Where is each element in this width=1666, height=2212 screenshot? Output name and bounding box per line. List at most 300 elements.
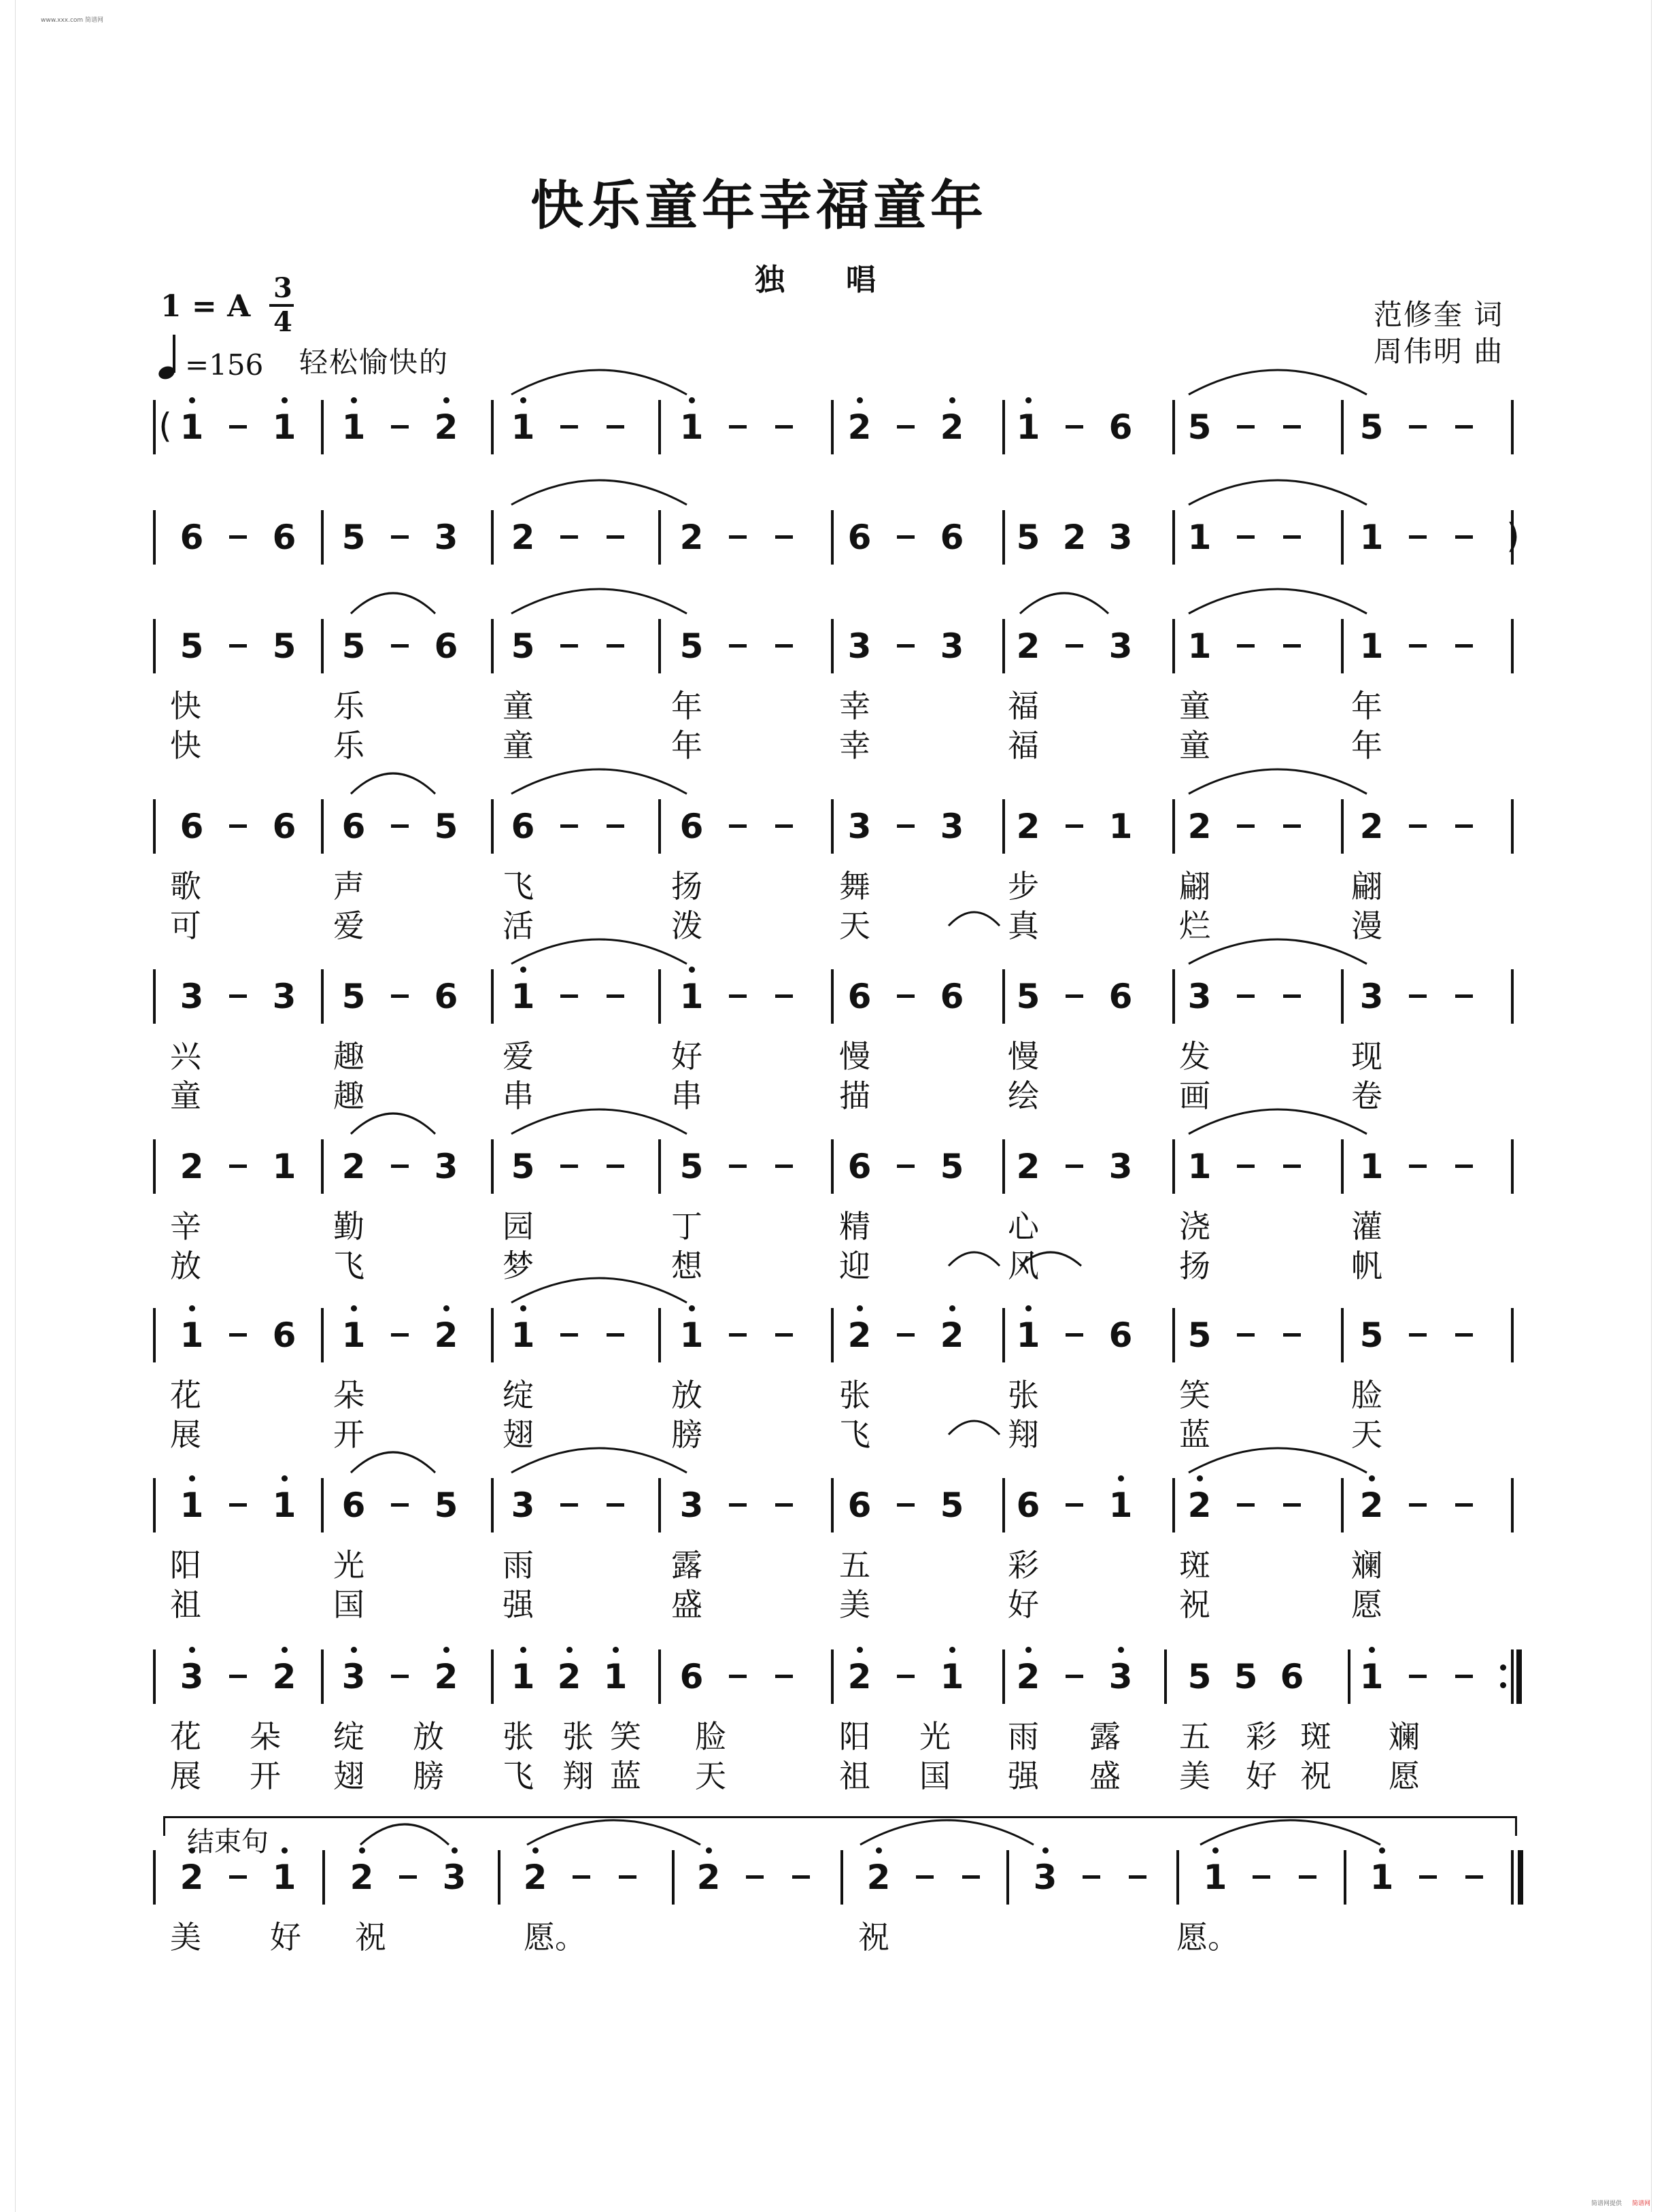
lyric-syllable: 趣	[333, 1077, 364, 1114]
note: 3	[1187, 977, 1212, 1016]
lyric-slur-mark	[1020, 1252, 1081, 1266]
note: 1	[1108, 1486, 1133, 1525]
note: 1	[603, 1657, 628, 1696]
note: 6	[940, 977, 964, 1016]
note: 1	[272, 1486, 296, 1525]
tie-mark	[1189, 370, 1367, 395]
slur-mark	[360, 1824, 449, 1845]
lyricist-credit: 范修奎 词	[1374, 298, 1504, 331]
note: 5	[341, 626, 366, 666]
lyric-syllable: 好	[671, 1038, 702, 1075]
note: 5	[679, 626, 704, 666]
note: 2	[940, 407, 964, 447]
tie-mark	[1189, 1448, 1367, 1473]
lyric-syllable: 放	[413, 1718, 444, 1755]
lyric-syllable: 彩	[1008, 1547, 1039, 1583]
lyric-syllable: 天	[839, 907, 870, 944]
note: 1	[679, 407, 704, 447]
note: 1	[1359, 1657, 1384, 1696]
note: 6	[847, 518, 872, 557]
tie-mark	[1189, 939, 1367, 964]
note: 3	[272, 977, 296, 1016]
lyric-syllable: 斓	[1389, 1718, 1420, 1755]
tie-mark	[511, 939, 687, 964]
note: 6	[341, 807, 366, 846]
lyric-syllable: 梦	[503, 1247, 534, 1284]
lyric-syllable: 祝	[1179, 1586, 1210, 1623]
note: 2	[696, 1858, 721, 1897]
lyric-syllable: 舞	[839, 868, 870, 905]
lyric-syllable: 张	[562, 1718, 594, 1755]
lyric-syllable: 慢	[839, 1038, 870, 1075]
expression-marking: 轻松愉快的	[299, 346, 449, 379]
note: 1	[1370, 1858, 1394, 1897]
lyric-syllable: 发	[1179, 1038, 1210, 1075]
note: 5	[511, 1147, 535, 1186]
note: 5	[1187, 407, 1212, 447]
note: 2	[1359, 1486, 1384, 1525]
slur-mark	[351, 593, 435, 614]
lyric-syllable: 蓝	[610, 1758, 641, 1794]
note: 1	[180, 1486, 204, 1525]
note: 2	[557, 1657, 581, 1696]
note: 6	[511, 807, 535, 846]
note: 5	[1187, 1316, 1212, 1355]
lyric-syllable: 展	[170, 1758, 201, 1794]
lyric-slur-mark	[949, 912, 1000, 926]
composer-credit: 周伟明 曲	[1374, 335, 1504, 368]
note: 5	[1187, 1657, 1212, 1696]
note: 3	[847, 807, 872, 846]
lyric-syllable: 蓝	[1179, 1416, 1210, 1453]
tie-mark	[511, 769, 687, 794]
note: 2	[341, 1147, 366, 1186]
lyric-syllable: 雨	[503, 1547, 534, 1583]
note: 6	[272, 807, 296, 846]
note: 3	[1359, 977, 1384, 1016]
note: 6	[1108, 1316, 1133, 1355]
note: 1	[511, 977, 535, 1016]
lyric-syllable: 笑	[610, 1718, 641, 1755]
note: 1	[180, 1316, 204, 1355]
lyric-syllable: 强	[503, 1586, 534, 1623]
note: 2	[866, 1858, 891, 1897]
lyric-syllable: 愿	[1351, 1586, 1382, 1623]
lyric-syllable: 强	[1008, 1758, 1039, 1794]
note: 3	[1108, 518, 1133, 557]
note: 2	[434, 1657, 458, 1696]
note: 1	[1187, 626, 1212, 666]
note: 1	[1359, 626, 1384, 666]
lyric-syllable: 膀	[671, 1416, 702, 1453]
lyric-syllable: 声	[333, 868, 364, 905]
key-signature: 1 = A	[160, 289, 251, 324]
lyric-syllable: 张	[839, 1377, 870, 1413]
note: 6	[180, 518, 204, 557]
lyric-syllable: 画	[1179, 1077, 1210, 1114]
note: 2	[679, 518, 704, 557]
lyric-syllable: 阳	[170, 1547, 201, 1583]
lyric-syllable: 美	[170, 1919, 201, 1956]
lyric-syllable: 朵	[250, 1718, 281, 1755]
slur-mark	[351, 1113, 435, 1134]
note: 1	[511, 407, 535, 447]
lyric-syllable: 五	[1179, 1718, 1210, 1755]
lyric-syllable: 祝	[355, 1919, 386, 1956]
lyric-syllable: 朵	[333, 1377, 364, 1413]
note: 3	[847, 626, 872, 666]
note: 5	[341, 518, 366, 557]
note: 5	[1016, 518, 1040, 557]
lyric-syllable: 园	[503, 1208, 534, 1245]
lyric-syllable: 好	[1008, 1586, 1039, 1623]
note: 2	[434, 1316, 458, 1355]
lyric-syllable: 想	[671, 1247, 702, 1284]
tie-mark	[1200, 1820, 1380, 1845]
page-title: 快乐童年幸福童年	[530, 175, 988, 237]
lyric-syllable: 年	[671, 688, 702, 724]
lyric-syllable: 开	[333, 1416, 364, 1453]
note: 3	[1108, 626, 1133, 666]
lyric-syllable: 卷	[1351, 1077, 1382, 1114]
note: 5	[1359, 407, 1384, 447]
note: 3	[442, 1858, 466, 1897]
note: 5	[180, 626, 204, 666]
lyric-syllable: 放	[170, 1247, 201, 1284]
tie-mark	[1189, 1109, 1367, 1134]
lyric-syllable: 翔	[562, 1758, 594, 1794]
note: 3	[1033, 1858, 1057, 1897]
time-signature-bottom: 4	[273, 306, 292, 338]
lyric-syllable: 帆	[1351, 1247, 1382, 1284]
tempo-marking: =156	[185, 348, 264, 382]
lyric-syllable: 花	[170, 1377, 201, 1413]
note: 1	[1359, 1147, 1384, 1186]
note: 1	[679, 1316, 704, 1355]
lyric-syllable: 露	[671, 1547, 702, 1583]
lyric-syllable: 国	[333, 1586, 364, 1623]
note: 6	[1108, 977, 1133, 1016]
note: 1	[341, 1316, 366, 1355]
note: 2	[1016, 1147, 1040, 1186]
note: 2	[1016, 807, 1040, 846]
lyric-syllable: 泼	[671, 907, 702, 944]
lyric-syllable: 光	[333, 1547, 364, 1583]
lyric-syllable: 活	[503, 907, 534, 944]
lyric-syllable: 开	[250, 1758, 281, 1794]
lyric-syllable: 五	[839, 1547, 870, 1583]
note: 2	[847, 1316, 872, 1355]
lyric-syllable: 快	[170, 727, 201, 764]
lyric-syllable: 年	[671, 727, 702, 764]
note: 2	[523, 1858, 547, 1897]
note: 3	[180, 1657, 204, 1696]
lyric-syllable: 雨	[1008, 1718, 1039, 1755]
note: 2	[1062, 518, 1087, 557]
lyric-syllable: 愿。	[1176, 1919, 1239, 1956]
lyric-syllable: 光	[919, 1718, 951, 1755]
note: 3	[1108, 1657, 1133, 1696]
lyric-syllable: 斑	[1300, 1718, 1331, 1755]
note: 3	[940, 807, 964, 846]
lyric-syllable: 歌	[170, 868, 201, 905]
note: 2	[272, 1657, 296, 1696]
lyric-syllable: 美	[1179, 1758, 1210, 1794]
note: 6	[434, 977, 458, 1016]
note: 1	[511, 1316, 535, 1355]
note: 2	[350, 1858, 374, 1897]
note: 2	[940, 1316, 964, 1355]
lyric-syllable: 国	[919, 1758, 951, 1794]
note: 1	[1187, 518, 1212, 557]
note: 6	[272, 518, 296, 557]
lyric-syllable: 翔	[1008, 1416, 1039, 1453]
lyric-syllable: 翅	[333, 1758, 364, 1794]
note: 2	[434, 407, 458, 447]
note: 5	[940, 1147, 964, 1186]
lyric-syllable: 趣	[333, 1038, 364, 1075]
tie-mark	[511, 1109, 687, 1134]
lyric-syllable: 扬	[1179, 1247, 1210, 1284]
lyric-syllable: 飞	[503, 1758, 534, 1794]
footer-right-text: 简谱网	[1632, 2200, 1651, 2207]
note: 5	[679, 1147, 704, 1186]
note: 6	[679, 807, 704, 846]
lyric-syllable: 盛	[671, 1586, 702, 1623]
note: 6	[434, 626, 458, 666]
note: 1	[1203, 1858, 1227, 1897]
note: 6	[341, 1486, 366, 1525]
lyric-syllable: 童	[503, 727, 534, 764]
lyric-syllable: 张	[1008, 1377, 1039, 1413]
note: 6	[1108, 407, 1133, 447]
lyric-syllable: 脸	[1351, 1377, 1382, 1413]
lyric-syllable: 笑	[1179, 1377, 1210, 1413]
lyric-syllable: 年	[1351, 727, 1382, 764]
tie-mark	[511, 480, 687, 505]
lyric-syllable: 兴	[170, 1038, 201, 1075]
lyric-syllable: 幸	[839, 688, 870, 724]
lyric-syllable: 串	[671, 1077, 702, 1114]
lyric-syllable: 真	[1008, 907, 1039, 944]
lyric-syllable: 描	[839, 1077, 870, 1114]
note: 1	[940, 1657, 964, 1696]
lyric-syllable: 翅	[503, 1416, 534, 1453]
page-subtitle: 独唱	[755, 263, 937, 297]
lyric-syllable: 翩	[1179, 868, 1210, 905]
note: 5	[434, 807, 458, 846]
note: 6	[847, 1147, 872, 1186]
lyric-syllable: 祖	[839, 1758, 870, 1794]
lyric-syllable: 灌	[1351, 1208, 1382, 1245]
lyric-syllable: 烂	[1179, 907, 1210, 944]
lyric-syllable: 盛	[1089, 1758, 1121, 1794]
tie-mark	[527, 1820, 700, 1845]
note: 2	[847, 1657, 872, 1696]
lyric-syllable: 可	[170, 907, 201, 944]
note: 3	[511, 1486, 535, 1525]
tie-mark	[511, 370, 687, 395]
lyric-syllable: 绘	[1008, 1077, 1039, 1114]
lyric-syllable: 丁	[671, 1208, 702, 1245]
lyric-syllable: 飞	[839, 1416, 870, 1453]
note: 5	[1359, 1316, 1384, 1355]
lyric-syllable: 飞	[333, 1247, 364, 1284]
intro-open-paren: (	[158, 406, 172, 446]
note: 2	[1359, 807, 1384, 846]
lyric-syllable: 乐	[333, 727, 364, 764]
note: 6	[1016, 1486, 1040, 1525]
lyric-syllable: 斑	[1179, 1547, 1210, 1583]
slur-mark	[351, 1452, 435, 1473]
note: 2	[1187, 807, 1212, 846]
lyric-syllable: 童	[170, 1077, 201, 1114]
note: 3	[434, 1147, 458, 1186]
note: 2	[180, 1147, 204, 1186]
lyric-syllable: 美	[839, 1586, 870, 1623]
lyric-syllable: 天	[695, 1758, 726, 1794]
note: 3	[434, 518, 458, 557]
note: 6	[847, 1486, 872, 1525]
note: 1	[1187, 1147, 1212, 1186]
lyric-syllable: 精	[839, 1208, 870, 1245]
lyric-syllable: 愿	[1389, 1758, 1420, 1794]
note: 1	[1016, 1316, 1040, 1355]
tie-mark	[1189, 769, 1367, 794]
note: 2	[847, 407, 872, 447]
lyric-syllable: 串	[503, 1077, 534, 1114]
lyric-syllable: 祝	[1300, 1758, 1331, 1794]
note: 5	[272, 626, 296, 666]
note: 5	[341, 977, 366, 1016]
note: 5	[1016, 977, 1040, 1016]
note: 6	[1280, 1657, 1304, 1696]
lyric-syllable: 风	[1008, 1247, 1039, 1284]
lyric-syllable: 幸	[839, 727, 870, 764]
lyric-syllable: 现	[1351, 1038, 1382, 1075]
note: 3	[679, 1486, 704, 1525]
lyric-syllable: 花	[170, 1718, 201, 1755]
lyric-slur-mark	[949, 1421, 1000, 1435]
lyric-syllable: 好	[1246, 1758, 1277, 1794]
note: 5	[940, 1486, 964, 1525]
note: 6	[180, 807, 204, 846]
note: 1	[272, 1147, 296, 1186]
note: 2	[180, 1858, 204, 1897]
note: 3	[1108, 1147, 1133, 1186]
note: 1	[679, 977, 704, 1016]
lyric-syllable: 童	[1179, 727, 1210, 764]
lyric-syllable: 童	[1179, 688, 1210, 724]
note: 1	[1108, 807, 1133, 846]
note: 2	[1016, 1657, 1040, 1696]
slur-mark	[1020, 593, 1108, 614]
lyric-syllable: 绽	[503, 1377, 534, 1413]
lyric-syllable: 爱	[503, 1038, 534, 1075]
lyric-syllable: 福	[1008, 727, 1039, 764]
note: 1	[341, 407, 366, 447]
lyric-syllable: 绽	[333, 1718, 364, 1755]
lyric-syllable: 心	[1008, 1208, 1039, 1245]
lyric-syllable: 脸	[695, 1718, 726, 1755]
lyric-syllable: 乐	[333, 688, 364, 724]
note: 5	[511, 626, 535, 666]
lyric-syllable: 步	[1008, 868, 1039, 905]
time-signature-top: 3	[273, 272, 292, 304]
lyric-syllable: 飞	[503, 868, 534, 905]
lyric-syllable: 好	[270, 1919, 301, 1956]
lyric-syllable: 彩	[1246, 1718, 1277, 1755]
lyric-syllable: 扬	[671, 868, 702, 905]
tie-mark	[1189, 589, 1367, 614]
note: 6	[679, 1657, 704, 1696]
tie-mark	[860, 1820, 1034, 1845]
lyric-syllable: 浇	[1179, 1208, 1210, 1245]
note: 5	[1234, 1657, 1258, 1696]
lyric-syllable: 爱	[333, 907, 364, 944]
lyric-syllable: 慢	[1008, 1038, 1039, 1075]
note: 1	[1016, 407, 1040, 447]
note: 3	[180, 977, 204, 1016]
note: 1	[511, 1657, 535, 1696]
header-tiny-text: www.xxx.com 简谱网	[41, 17, 104, 24]
lyric-syllable: 辛	[170, 1208, 201, 1245]
tie-mark	[511, 589, 687, 614]
slur-mark	[351, 773, 435, 794]
note: 3	[940, 626, 964, 666]
note: 1	[272, 407, 296, 447]
lyric-syllable: 放	[671, 1377, 702, 1413]
lyric-syllable: 福	[1008, 688, 1039, 724]
lyric-slur-mark	[949, 1252, 1000, 1266]
lyric-syllable: 张	[503, 1718, 534, 1755]
lyric-syllable: 斓	[1351, 1547, 1382, 1583]
note: 2	[1016, 626, 1040, 666]
note: 6	[272, 1316, 296, 1355]
tie-mark	[511, 1278, 687, 1303]
note: 2	[511, 518, 535, 557]
lyric-syllable: 阳	[839, 1718, 870, 1755]
note: 1	[272, 1858, 296, 1897]
lyric-syllable: 年	[1351, 688, 1382, 724]
note: 6	[847, 977, 872, 1016]
lyric-syllable: 勤	[333, 1208, 364, 1245]
lyric-syllable: 翩	[1351, 868, 1382, 905]
lyric-syllable: 童	[503, 688, 534, 724]
tie-mark	[511, 1448, 687, 1473]
note: 3	[341, 1657, 366, 1696]
lyric-syllable: 膀	[413, 1758, 444, 1794]
lyric-syllable: 天	[1351, 1416, 1382, 1453]
lyric-syllable: 祖	[170, 1586, 201, 1623]
lyric-syllable: 迎	[839, 1247, 870, 1284]
lyric-syllable: 快	[170, 688, 201, 724]
note: 6	[940, 518, 964, 557]
lyric-syllable: 露	[1089, 1718, 1121, 1755]
note: 1	[1359, 518, 1384, 557]
tie-mark	[1189, 480, 1367, 505]
lyric-syllable: 祝	[858, 1919, 889, 1956]
note: 2	[1187, 1486, 1212, 1525]
note: 1	[180, 407, 204, 447]
ending-label: 结束句	[187, 1826, 269, 1858]
note: 5	[434, 1486, 458, 1525]
lyric-syllable: 愿。	[524, 1919, 586, 1956]
intro-close-paren: )	[1506, 516, 1520, 556]
footer-left-text: 简谱网提供	[1591, 2200, 1622, 2207]
lyric-syllable: 展	[170, 1416, 201, 1453]
lyric-syllable: 漫	[1351, 907, 1382, 944]
